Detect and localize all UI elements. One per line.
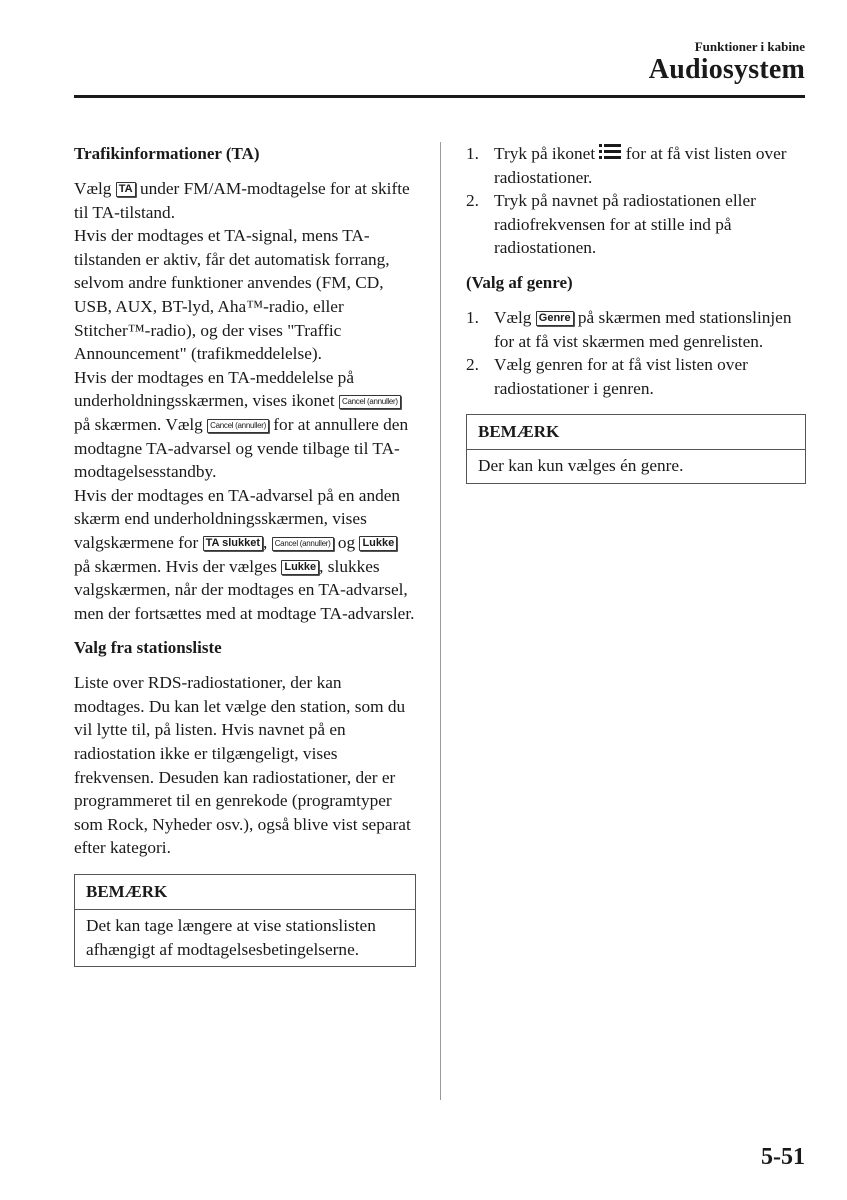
text: , [263, 532, 268, 552]
ta-paragraph-4 [74, 484, 416, 626]
cancel-button-icon: Cancel (annuller) [339, 395, 401, 409]
text: Tryk på ikonet [494, 144, 596, 163]
genre-button-icon: Genre [536, 311, 574, 326]
ta-paragraph-3 [74, 366, 416, 484]
list-item [466, 353, 806, 400]
text: for at annullere den modtagne TA-advarsel og vende tilbage til TA-modtagelsesstandby. [74, 414, 409, 482]
note-heading: BEMÆRK [467, 415, 805, 450]
step-text: Vælg genren for at få vist listen over radiostationer i genren. [494, 355, 748, 398]
list-item [466, 142, 806, 189]
list-item [466, 306, 806, 353]
close-button-icon: Lukke [281, 560, 319, 575]
cancel-button-icon: Cancel (annuller) [272, 537, 334, 551]
note-box [466, 414, 806, 484]
column-divider [440, 142, 441, 1100]
text: på skærmen med stationslinjen for at få vist skærmen med genrelisten. [494, 307, 792, 351]
cancel-button-icon: Cancel (annuller) [207, 419, 269, 433]
list-item [466, 189, 806, 260]
step-number: 2. [466, 355, 479, 375]
text: under FM/AM-modtagelse for at skifte til TA-tilstand. [74, 179, 410, 222]
page-title: Audiosystem [648, 54, 805, 85]
text: Vælg [494, 307, 532, 327]
step-text [494, 142, 806, 189]
text: Hvis der modtages en TA-advarsel på en anden skærm end underholdningsskærmen, vises valgskærmene for [74, 485, 401, 552]
ta-paragraph-2: Hvis der modtages et TA-signal, mens TA-tilstanden er aktiv, får det automatisk forrang, selvom andre funktioner anvendes (FM, CD, USB, AUX, BT-lyd, Aha™-radio, eller Stitcher™-radio), og der vises "Traffic Announcement" (trafikmeddelelse). [74, 226, 390, 364]
text: på skærmen. Vælg [74, 414, 203, 434]
ta-paragraph-1 [74, 177, 416, 224]
station-list-paragraph: Liste over RDS-radiostationer, der kan modtages. Du kan let vælge den station, som du vil lytte til, på listen. Hvis navnet på en radiostation ikke er tilgængeligt, vises frekvensen. Desuden kan radiostationer, der er programmeret til en genrekode (programtyper som Rock, Nyheder osv.), også blive vist separat efter kategori. [74, 673, 411, 858]
text: Vælg [74, 179, 112, 198]
text: for at få vist listen over radiostationer. [494, 144, 787, 187]
text: Hvis der modtages en TA-meddelelse på underholdningsskærmen, vises ikonet [74, 367, 354, 411]
ta-button-icon: TA [116, 182, 136, 197]
note-box [74, 874, 416, 967]
text: , slukkes valgskærmen, når der modtages en TA-advarsel, men der fortsættes med at modtage TA-advarsler. [74, 556, 415, 623]
right-column [466, 142, 806, 484]
header-rule [74, 95, 805, 98]
ta-off-button-icon: TA slukket [203, 536, 263, 551]
genre-heading: (Valg af genre) [466, 272, 573, 292]
note-heading: BEMÆRK [75, 875, 415, 910]
step-number: 2. [466, 191, 479, 211]
list-icon [599, 143, 621, 160]
page-number: 5-51 [761, 1144, 805, 1170]
step-text: Tryk på navnet på radiostationen eller radiofrekvensen for at stille ind på radiostationen. [494, 191, 756, 258]
ta-heading: Trafikinformationer (TA) [74, 144, 260, 163]
chapter-label: Funktioner i kabine [694, 39, 805, 54]
text: på skærmen. Hvis der vælges [74, 556, 278, 576]
note-body: Der kan kun vælges én genre. [478, 456, 684, 476]
station-list-heading: Valg fra stationsliste [74, 638, 222, 658]
left-column [74, 142, 416, 967]
text: og [337, 532, 356, 552]
step-number: 1. [466, 144, 479, 163]
step-number: 1. [466, 307, 479, 327]
step-text [494, 306, 806, 353]
close-button-icon: Lukke [359, 536, 397, 551]
note-body: Det kan tage længere at vise stationslisten afhængigt af modtagelsesbetingelserne. [86, 916, 376, 959]
